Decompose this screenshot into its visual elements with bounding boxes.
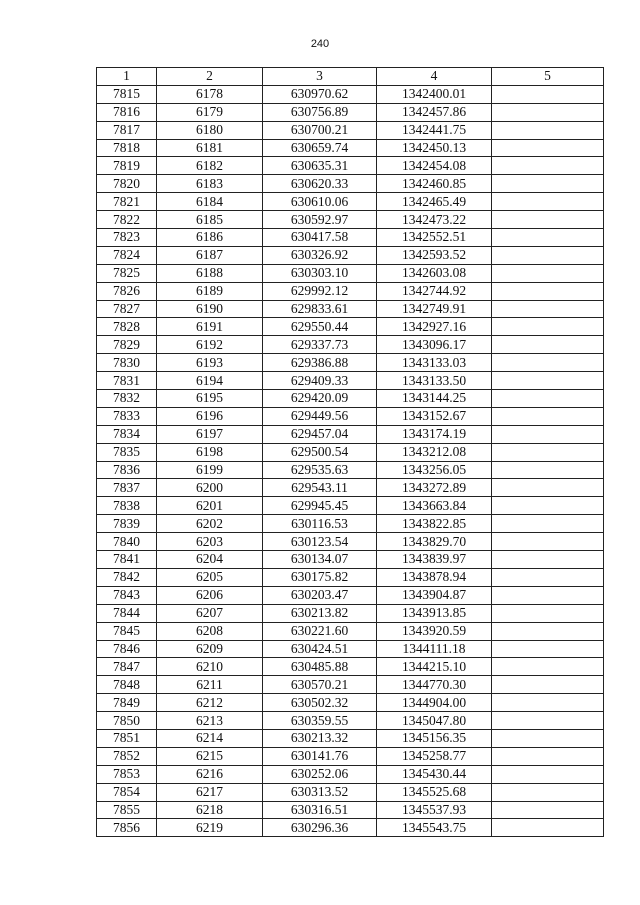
table-row <box>97 461 604 479</box>
table-row <box>97 515 604 533</box>
table-row <box>97 694 604 712</box>
table-cell-col-3: 630252.06 <box>263 765 377 783</box>
table-cell-col-5 <box>492 407 604 425</box>
table-cell-col-5 <box>492 819 604 837</box>
table-cell-col-3: 630141.76 <box>263 747 377 765</box>
table-cell-col-1: 7844 <box>97 604 157 622</box>
table-cell-col-2: 6202 <box>157 515 263 533</box>
table-cell-col-4: 1345525.68 <box>377 783 492 801</box>
table-cell-col-3: 630610.06 <box>263 193 377 211</box>
table-cell-col-3: 630303.10 <box>263 264 377 282</box>
table-cell-col-3: 630203.47 <box>263 586 377 604</box>
table-row <box>97 354 604 372</box>
table-cell-col-4: 1343663.84 <box>377 497 492 515</box>
table-cell-col-5 <box>492 497 604 515</box>
table-cell-col-4: 1342450.13 <box>377 139 492 157</box>
table-cell-col-5 <box>492 765 604 783</box>
table-cell-col-2: 6208 <box>157 622 263 640</box>
table-cell-col-4: 1342744.92 <box>377 282 492 300</box>
table-cell-col-4: 1342552.51 <box>377 229 492 247</box>
table-cell-col-5 <box>492 676 604 694</box>
table-cell-col-4: 1343904.87 <box>377 586 492 604</box>
table-cell-col-2: 6215 <box>157 747 263 765</box>
table-cell-col-2: 6192 <box>157 336 263 354</box>
table-cell-col-5 <box>492 712 604 730</box>
table-cell-col-2: 6207 <box>157 604 263 622</box>
table-cell-col-3: 629449.56 <box>263 407 377 425</box>
table-row <box>97 783 604 801</box>
table-cell-col-4: 1342593.52 <box>377 246 492 264</box>
table-cell-col-1: 7818 <box>97 139 157 157</box>
table-cell-col-2: 6182 <box>157 157 263 175</box>
table-cell-col-2: 6186 <box>157 229 263 247</box>
table-cell-col-1: 7835 <box>97 443 157 461</box>
table-cell-col-2: 6200 <box>157 479 263 497</box>
column-header-1: 1 <box>97 68 157 86</box>
table-cell-col-2: 6199 <box>157 461 263 479</box>
table-row <box>97 622 604 640</box>
table-row <box>97 336 604 354</box>
table-cell-col-2: 6179 <box>157 103 263 121</box>
table-cell-col-4: 1342454.08 <box>377 157 492 175</box>
table-cell-col-4: 1345543.75 <box>377 819 492 837</box>
table-cell-col-1: 7819 <box>97 157 157 175</box>
table-cell-col-5 <box>492 515 604 533</box>
table-cell-col-4: 1342603.08 <box>377 264 492 282</box>
table-cell-col-5 <box>492 372 604 390</box>
column-header-3: 3 <box>263 68 377 86</box>
table-cell-col-5 <box>492 729 604 747</box>
table-cell-col-1: 7833 <box>97 407 157 425</box>
table-cell-col-5 <box>492 336 604 354</box>
table-cell-col-3: 629535.63 <box>263 461 377 479</box>
table-row <box>97 533 604 551</box>
table-cell-col-2: 6187 <box>157 246 263 264</box>
table-cell-col-3: 629386.88 <box>263 354 377 372</box>
table-cell-col-1: 7841 <box>97 551 157 569</box>
table-cell-col-4: 1345430.44 <box>377 765 492 783</box>
table-cell-col-4: 1343096.17 <box>377 336 492 354</box>
table-cell-col-4: 1345537.93 <box>377 801 492 819</box>
table-cell-col-4: 1342457.86 <box>377 103 492 121</box>
table-cell-col-2: 6213 <box>157 712 263 730</box>
table-cell-col-1: 7816 <box>97 103 157 121</box>
table-cell-col-2: 6212 <box>157 694 263 712</box>
table-cell-col-3: 630592.97 <box>263 211 377 229</box>
table-cell-col-3: 629945.45 <box>263 497 377 515</box>
column-header-5: 5 <box>492 68 604 86</box>
table-cell-col-2: 6184 <box>157 193 263 211</box>
page-number: 240 <box>310 38 330 50</box>
table-cell-col-3: 630620.33 <box>263 175 377 193</box>
table-cell-col-1: 7836 <box>97 461 157 479</box>
table-cell-col-4: 1342441.75 <box>377 121 492 139</box>
table-row <box>97 300 604 318</box>
table-row <box>97 318 604 336</box>
table-row <box>97 640 604 658</box>
table-cell-col-1: 7849 <box>97 694 157 712</box>
table-cell-col-4: 1343174.19 <box>377 425 492 443</box>
table-cell-col-5 <box>492 479 604 497</box>
column-header-4: 4 <box>377 68 492 86</box>
table-cell-col-1: 7837 <box>97 479 157 497</box>
table-row <box>97 211 604 229</box>
table-cell-col-2: 6198 <box>157 443 263 461</box>
table-cell-col-5 <box>492 533 604 551</box>
table-cell-col-3: 630635.31 <box>263 157 377 175</box>
table-cell-col-1: 7815 <box>97 85 157 103</box>
table-row <box>97 264 604 282</box>
table-cell-col-1: 7848 <box>97 676 157 694</box>
table-cell-col-2: 6191 <box>157 318 263 336</box>
table-cell-col-4: 1342400.01 <box>377 85 492 103</box>
table-cell-col-3: 630659.74 <box>263 139 377 157</box>
table-cell-col-4: 1343152.67 <box>377 407 492 425</box>
table-cell-col-3: 629550.44 <box>263 318 377 336</box>
table-cell-col-2: 6185 <box>157 211 263 229</box>
table-cell-col-3: 630502.32 <box>263 694 377 712</box>
table-cell-col-2: 6216 <box>157 765 263 783</box>
table-row <box>97 407 604 425</box>
table-cell-col-3: 630213.32 <box>263 729 377 747</box>
table-cell-col-1: 7846 <box>97 640 157 658</box>
table-row <box>97 765 604 783</box>
table-cell-col-4: 1343913.85 <box>377 604 492 622</box>
table-cell-col-4: 1343822.85 <box>377 515 492 533</box>
table-cell-col-1: 7845 <box>97 622 157 640</box>
table-cell-col-5 <box>492 622 604 640</box>
table-cell-col-2: 6214 <box>157 729 263 747</box>
table-row <box>97 443 604 461</box>
table-cell-col-2: 6178 <box>157 85 263 103</box>
table-header-row <box>97 68 604 86</box>
table-cell-col-2: 6203 <box>157 533 263 551</box>
table-row <box>97 425 604 443</box>
table-cell-col-5 <box>492 354 604 372</box>
coordinates-table <box>96 67 604 837</box>
table-cell-col-5 <box>492 694 604 712</box>
table-cell-col-3: 630116.53 <box>263 515 377 533</box>
table-cell-col-5 <box>492 425 604 443</box>
table-cell-col-4: 1343272.89 <box>377 479 492 497</box>
table-cell-col-1: 7820 <box>97 175 157 193</box>
table-row <box>97 747 604 765</box>
table-cell-col-2: 6204 <box>157 551 263 569</box>
table-cell-col-3: 629420.09 <box>263 390 377 408</box>
table-cell-col-2: 6197 <box>157 425 263 443</box>
table-cell-col-5 <box>492 586 604 604</box>
table-cell-col-2: 6189 <box>157 282 263 300</box>
table-row <box>97 85 604 103</box>
table-cell-col-5 <box>492 604 604 622</box>
table-cell-col-5 <box>492 157 604 175</box>
table-cell-col-3: 630756.89 <box>263 103 377 121</box>
table-cell-col-5 <box>492 139 604 157</box>
table-row <box>97 729 604 747</box>
table-cell-col-5 <box>492 390 604 408</box>
table-cell-col-5 <box>492 551 604 569</box>
table-cell-col-2: 6206 <box>157 586 263 604</box>
table-cell-col-5 <box>492 801 604 819</box>
table-cell-col-3: 630221.60 <box>263 622 377 640</box>
table-cell-col-1: 7839 <box>97 515 157 533</box>
table-cell-col-1: 7817 <box>97 121 157 139</box>
table-cell-col-4: 1343212.08 <box>377 443 492 461</box>
table-cell-col-4: 1344111.18 <box>377 640 492 658</box>
table-row <box>97 479 604 497</box>
table-cell-col-4: 1342465.49 <box>377 193 492 211</box>
table-cell-col-5 <box>492 85 604 103</box>
table-cell-col-5 <box>492 193 604 211</box>
table-row <box>97 390 604 408</box>
table-cell-col-2: 6188 <box>157 264 263 282</box>
table-cell-col-1: 7821 <box>97 193 157 211</box>
table-cell-col-2: 6205 <box>157 568 263 586</box>
table-row <box>97 229 604 247</box>
table-cell-col-4: 1342473.22 <box>377 211 492 229</box>
table-cell-col-2: 6217 <box>157 783 263 801</box>
table-cell-col-1: 7822 <box>97 211 157 229</box>
table-cell-col-4: 1343144.25 <box>377 390 492 408</box>
table-cell-col-4: 1343133.50 <box>377 372 492 390</box>
table-row <box>97 801 604 819</box>
table-cell-col-4: 1342460.85 <box>377 175 492 193</box>
table-cell-col-1: 7829 <box>97 336 157 354</box>
table-cell-col-4: 1343839.97 <box>377 551 492 569</box>
table-cell-col-5 <box>492 300 604 318</box>
table-cell-col-3: 630970.62 <box>263 85 377 103</box>
table-cell-col-2: 6219 <box>157 819 263 837</box>
table-cell-col-2: 6193 <box>157 354 263 372</box>
table-cell-col-3: 630570.21 <box>263 676 377 694</box>
table-cell-col-2: 6194 <box>157 372 263 390</box>
table-row <box>97 175 604 193</box>
table-cell-col-4: 1343920.59 <box>377 622 492 640</box>
table-row <box>97 282 604 300</box>
table-cell-col-3: 630134.07 <box>263 551 377 569</box>
table-cell-col-3: 630485.88 <box>263 658 377 676</box>
table-row <box>97 497 604 515</box>
table-cell-col-5 <box>492 461 604 479</box>
table-cell-col-1: 7834 <box>97 425 157 443</box>
table-cell-col-1: 7856 <box>97 819 157 837</box>
table-cell-col-4: 1342749.91 <box>377 300 492 318</box>
table-cell-col-2: 6190 <box>157 300 263 318</box>
table-cell-col-4: 1343829.70 <box>377 533 492 551</box>
table-cell-col-3: 630123.54 <box>263 533 377 551</box>
table-cell-col-1: 7828 <box>97 318 157 336</box>
table-cell-col-1: 7854 <box>97 783 157 801</box>
table-cell-col-2: 6211 <box>157 676 263 694</box>
table-cell-col-5 <box>492 175 604 193</box>
table-cell-col-4: 1344770.30 <box>377 676 492 694</box>
table-cell-col-5 <box>492 246 604 264</box>
table-cell-col-3: 629992.12 <box>263 282 377 300</box>
table-cell-col-5 <box>492 264 604 282</box>
table-cell-col-1: 7851 <box>97 729 157 747</box>
table-cell-col-5 <box>492 783 604 801</box>
table-row <box>97 551 604 569</box>
table-cell-col-1: 7832 <box>97 390 157 408</box>
table-cell-col-3: 630700.21 <box>263 121 377 139</box>
table-cell-col-1: 7842 <box>97 568 157 586</box>
table-cell-col-3: 629543.11 <box>263 479 377 497</box>
table-row <box>97 604 604 622</box>
table-row <box>97 121 604 139</box>
table-cell-col-1: 7852 <box>97 747 157 765</box>
table-cell-col-5 <box>492 282 604 300</box>
table-cell-col-2: 6196 <box>157 407 263 425</box>
table-cell-col-3: 630296.36 <box>263 819 377 837</box>
table-row <box>97 586 604 604</box>
table-cell-col-4: 1345156.35 <box>377 729 492 747</box>
table-cell-col-4: 1345047.80 <box>377 712 492 730</box>
table-cell-col-5 <box>492 103 604 121</box>
table-cell-col-3: 630417.58 <box>263 229 377 247</box>
table-cell-col-3: 630424.51 <box>263 640 377 658</box>
table-cell-col-1: 7838 <box>97 497 157 515</box>
table-cell-col-2: 6201 <box>157 497 263 515</box>
table-cell-col-3: 630316.51 <box>263 801 377 819</box>
table-row <box>97 372 604 390</box>
table-cell-col-4: 1343878.94 <box>377 568 492 586</box>
table-cell-col-1: 7823 <box>97 229 157 247</box>
table-cell-col-3: 630326.92 <box>263 246 377 264</box>
table-row <box>97 676 604 694</box>
table-row <box>97 139 604 157</box>
table-cell-col-5 <box>492 211 604 229</box>
table-row <box>97 157 604 175</box>
table-cell-col-5 <box>492 747 604 765</box>
table-cell-col-4: 1344904.00 <box>377 694 492 712</box>
table-row <box>97 246 604 264</box>
table-cell-col-1: 7847 <box>97 658 157 676</box>
table-row <box>97 658 604 676</box>
table-cell-col-2: 6180 <box>157 121 263 139</box>
table-cell-col-2: 6181 <box>157 139 263 157</box>
table-cell-col-1: 7853 <box>97 765 157 783</box>
table-cell-col-4: 1343133.03 <box>377 354 492 372</box>
table-cell-col-4: 1343256.05 <box>377 461 492 479</box>
table-row <box>97 712 604 730</box>
table-cell-col-2: 6183 <box>157 175 263 193</box>
table-cell-col-1: 7855 <box>97 801 157 819</box>
table-cell-col-5 <box>492 318 604 336</box>
table-cell-col-2: 6209 <box>157 640 263 658</box>
table-cell-col-5 <box>492 658 604 676</box>
table-cell-col-1: 7826 <box>97 282 157 300</box>
table-row <box>97 568 604 586</box>
table-cell-col-1: 7830 <box>97 354 157 372</box>
table-cell-col-3: 629833.61 <box>263 300 377 318</box>
table-cell-col-4: 1342927.16 <box>377 318 492 336</box>
table-cell-col-1: 7825 <box>97 264 157 282</box>
table-cell-col-3: 630175.82 <box>263 568 377 586</box>
table-cell-col-1: 7850 <box>97 712 157 730</box>
table-cell-col-3: 629457.04 <box>263 425 377 443</box>
table-cell-col-5 <box>492 568 604 586</box>
table-cell-col-1: 7827 <box>97 300 157 318</box>
table-row <box>97 103 604 121</box>
table-cell-col-3: 630359.55 <box>263 712 377 730</box>
table-cell-col-2: 6218 <box>157 801 263 819</box>
table-row <box>97 819 604 837</box>
table-cell-col-2: 6210 <box>157 658 263 676</box>
table-cell-col-5 <box>492 443 604 461</box>
table-cell-col-3: 630313.52 <box>263 783 377 801</box>
table-cell-col-1: 7843 <box>97 586 157 604</box>
table-cell-col-3: 629337.73 <box>263 336 377 354</box>
table-cell-col-5 <box>492 640 604 658</box>
table-cell-col-3: 629409.33 <box>263 372 377 390</box>
table-cell-col-1: 7824 <box>97 246 157 264</box>
table-cell-col-1: 7840 <box>97 533 157 551</box>
table-cell-col-5 <box>492 121 604 139</box>
table-row <box>97 193 604 211</box>
table-cell-col-4: 1345258.77 <box>377 747 492 765</box>
table-cell-col-3: 630213.82 <box>263 604 377 622</box>
table-cell-col-4: 1344215.10 <box>377 658 492 676</box>
table-cell-col-1: 7831 <box>97 372 157 390</box>
column-header-2: 2 <box>157 68 263 86</box>
table-cell-col-2: 6195 <box>157 390 263 408</box>
table-body <box>97 85 604 836</box>
table-cell-col-5 <box>492 229 604 247</box>
table-cell-col-3: 629500.54 <box>263 443 377 461</box>
